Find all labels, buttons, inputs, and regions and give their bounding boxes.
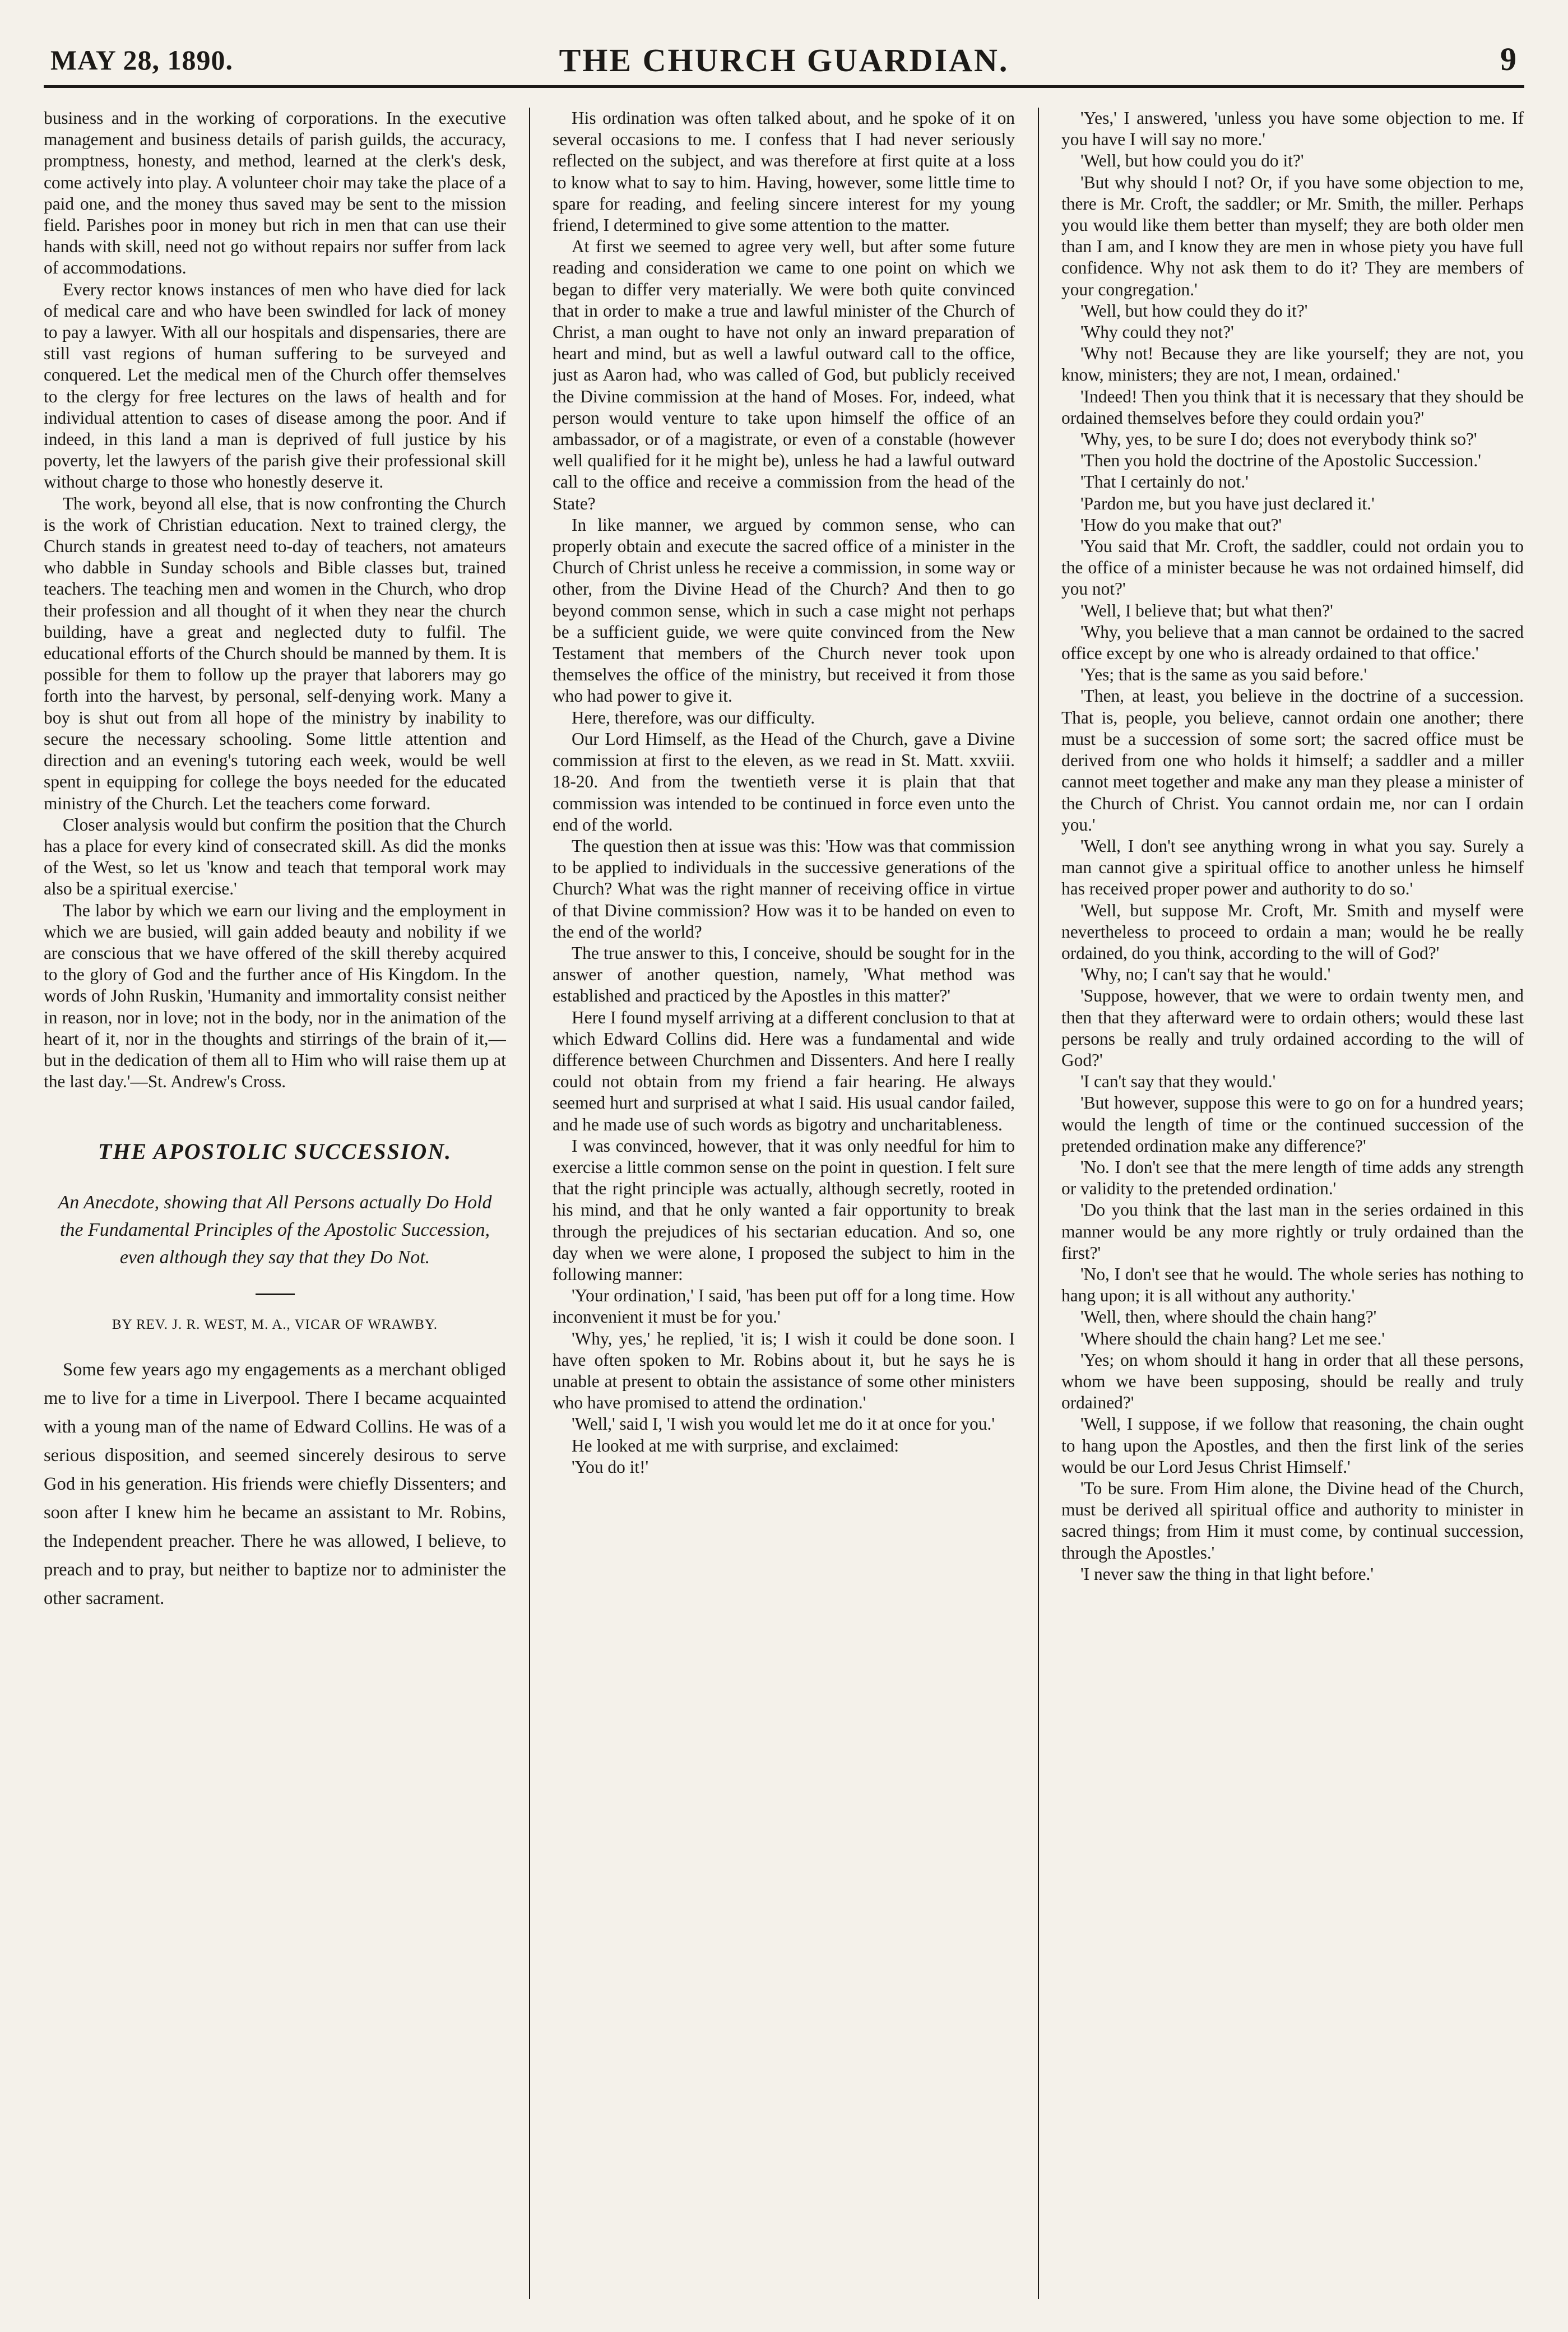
paragraph: 'Suppose, however, that we were to ordain twenty men, and then that they afterward were to ordain others; would these last persons be really and truly ordained according to the will of God?' xyxy=(1061,986,1524,1070)
column-1 xyxy=(44,108,506,2305)
paragraph: Our Lord Himself, as the Head of the Church, gave a Divine commission at first to the eleven, as we read in St. Matt. xxviii. 18-20. And from the twentieth verse it is plain that that commission was intended to be continued in force even unto the end of the world. xyxy=(553,729,1015,834)
paragraph: The question then at issue was this: 'How was that commission to be applied to individuals in the successive generations of the Church? What was the right manner of receiving office in virtue of that Divine commission? How was it to be handed on even to the end of the world? xyxy=(553,836,1015,942)
paragraph: 'How do you make that out?' xyxy=(1080,514,1282,535)
running-head xyxy=(44,24,1524,88)
paragraph: 'Well, but how could they do it?' xyxy=(1080,300,1308,321)
paragraph: 'Pardon me, but you have just declared it.' xyxy=(1080,493,1375,513)
issue-date: MAY 28, 1890. xyxy=(50,44,233,76)
paragraph: 'Do you think that the last man in the series ordained in this manner would be any more rightly or truly ordained than the first?' xyxy=(1061,1200,1524,1263)
paragraph: He looked at me with surprise, and exclaimed: xyxy=(572,1435,899,1455)
paragraph: Here, therefore, was our difficulty. xyxy=(572,707,815,727)
page-number: 9 xyxy=(1500,41,1516,77)
paragraph: 'Yes; on whom should it hang in order that all these persons, whom we have been supposing, should be really and truly ordained?' xyxy=(1061,1350,1524,1413)
column-2 xyxy=(553,108,1015,2305)
article-subtitle: An Anecdote, showing that All Persons actually Do Hold the Fundamental Principles of the Apostolic Succession, even although they say that they Do Not. xyxy=(58,1192,492,1268)
article-title: THE APOSTOLIC SUCCESSION. xyxy=(98,1139,452,1165)
paragraph: 'Well, I suppose, if we follow that reasoning, the chain ought to hang upon the Apostles, and then the first link of the series would be our Lord Jesus Christ Himself.' xyxy=(1061,1414,1524,1477)
paragraph: Closer analysis would but confirm the position that the Church has a place for every kind of consecrated skill. As did the monks of the West, so let us 'know and teach that temporal work may also be a spiritual exercise.' xyxy=(44,814,506,899)
paragraph: Here I found myself arriving at a different conclusion to that at which Edward Collins did. Here was a fundamental and wide difference between Churchmen and Dissenters. And here I really could not obtain from my friend a fair hearing. He always seemed hurt and surprised at what I said. His usual candor failed, and he made use of such words as bigotry and uncharitableness. xyxy=(553,1007,1015,1134)
paragraph: 'I never saw the thing in that light before.' xyxy=(1080,1564,1374,1584)
paragraph: 'Yes,' I answered, 'unless you have some objection to me. If you have I will say no more.' xyxy=(1061,108,1524,150)
paragraph: The true answer to this, I conceive, should be sought for in the answer of another question, namely, 'What method was established and practiced by the Apostles in this matter?' xyxy=(553,943,1015,1006)
paragraph: 'Well, I believe that; but what then?' xyxy=(1080,600,1333,620)
paragraph: 'Your ordination,' I said, 'has been put off for a long time. How inconvenient it must be for you.' xyxy=(553,1286,1015,1327)
paragraph: 'Where should the chain hang? Let me see.' xyxy=(1080,1328,1385,1348)
paragraph: 'Yes; that is the same as you said before.' xyxy=(1080,665,1367,685)
paragraph: 'Why could they not?' xyxy=(1080,322,1234,342)
paragraph: 'But however, suppose this were to go on for a hundred years; would the length of time or the continued succession of the pretended ordination make any difference?' xyxy=(1061,1093,1524,1156)
divider xyxy=(256,1294,295,1295)
paragraph: 'Why not! Because they are like yourself; they are not, you know, ministers; they are not, I mean, ordained.' xyxy=(1061,344,1524,385)
paragraph: 'Well, but suppose Mr. Croft, Mr. Smith and myself were nevertheless to proceed to ordain a man; would he be really ordained, do you think, according to the will of God?' xyxy=(1061,900,1524,963)
paragraph: I was convinced, however, that it was only needful for him to exercise a little common sense on the point in question. I felt sure that the right principle was actually, although secretly, rooted in his mind, and that he only wanted a fair opportunity to break through the prejudices of his sectarian education. And so, one day when we were alone, I proposed the subject to him in the following manner: xyxy=(553,1135,1015,1284)
paragraph: 'No. I don't see that the mere length of time adds any strength or validity to the pretended ordination.' xyxy=(1061,1157,1524,1199)
newspaper-page xyxy=(44,24,1524,2310)
paragraph: Every rector knows instances of men who have died for lack of medical care and who have been swindled for lack of money to pay a lawyer. With all our hospitals and dispensaries, there are still vast regions of human suffering to be surveyed and conquered. Let the medical men of the Church offer themselves to the clergy for free lectures on the laws of health and for individual attention to cases of disease among the poor. And if indeed, in this land a man is deprived of full justice by his poverty, let the lawyers of the parish give their professional skill without charge to those who honestly deserve it. xyxy=(44,279,506,492)
paragraph: 'I can't say that they would.' xyxy=(1080,1072,1276,1092)
paragraph: At first we seemed to agree very well, but after some future reading and consideration we came to one point on which we began to differ very materially. We were both quite convinced that in order to make a true and lawful minister of the Church of Christ, a man ought to have not only an inward preparation of heart and mind, but as well a lawful outward call to the office, just as Aaron had, who was called of God, but publicly received the Divine commission at the hand of Moses. For, indeed, what person would venture to take upon himself the office of an ambassador, or of a magistrate, or even of a constable (however well qualified for it he might be), unless he had a lawful outward call to the office and receive a commission from the head of the State? xyxy=(553,237,1015,513)
column-3 xyxy=(1061,108,1524,2305)
paragraph: 'But why should I not? Or, if you have some objection to me, there is Mr. Croft, the saddler; or Mr. Smith, the miller. Perhaps you would like them better than myself; they are both older men than I am, and I know they are men in whose piety you have full confidence. Why not ask them to do it? They are members of your congregation.' xyxy=(1061,172,1524,299)
paragraph: 'Well,' said I, 'I wish you would let me do it at once for you.' xyxy=(572,1414,995,1434)
paragraph: The labor by which we earn our living and the employment in which we are busied, will gain added beauty and nobility if we are conscious that we have offered of the skill thereby acquired to the glory of God and the further ance of His Kingdom. In the words of John Ruskin, 'Humanity and immortality consist neither in reason, nor in love; not in the body, nor in the animation of the heart of it, nor in the thoughts and stirrings of the brain of it,—but in the dedication of them all to Him who will raise them up at the last day.'—St. Andrew's Cross. xyxy=(44,900,506,1092)
paragraph: 'You do it!' xyxy=(572,1457,649,1477)
paragraph: 'That I certainly do not.' xyxy=(1080,472,1249,492)
paragraph: 'Well, but how could you do it?' xyxy=(1080,151,1304,171)
paragraph: business and in the working of corporations. In the executive management and business details of parish guilds, the accuracy, promptness, honesty, and method, learned at the clerk's desk, come actively into play. A volunteer choir may take the place of a paid one, and the money thus saved may be sent to the mission field. Parishes poor in money but rich in men that can use their hands with skill, need not go without repairs nor suffer from lack of accommodations. xyxy=(44,108,506,278)
article-byline: BY REV. J. R. WEST, M. A., VICAR OF WRAWBY. xyxy=(112,1317,438,1333)
paragraph: 'Why, yes,' he replied, 'it is; I wish it could be done soon. I have often spoken to Mr. Robins about it, but he says he is unable at present to obtain the assistance of some other ministers who have promised to attend the ordination.' xyxy=(553,1328,1015,1413)
paragraph: Some few years ago my engagements as a merchant obliged me to live for a time in Liverpool. There I became acquainted with a young man of the name of Edward Collins. He was of a serious disposition, and seemed sincerely desirous to serve God in his generation. His friends were chiefly Dissenters; and soon after I knew him he became an assistant to Mr. Robins, the Independent preacher. There he was allowed, I believe, to preach and to pray, but neither to baptize nor to administer the other sacrament. xyxy=(44,1360,506,1609)
paragraph: 'Well, then, where should the chain hang?' xyxy=(1080,1307,1377,1327)
column-rule xyxy=(529,108,530,2299)
paragraph: 'Then, at least, you believe in the doctrine of a succession. That is, people, you believe, cannot ordain one another; there must be a succession of some sort; the sacred office must be derived from one who holds it himself; a saddler and a miller cannot meet together and make any man they please a minister of the Church of Christ. You cannot ordain me, nor can I ordain you.' xyxy=(1061,686,1524,834)
paragraph: 'Why, yes, to be sure I do; does not everybody think so?' xyxy=(1080,429,1477,449)
paragraph: In like manner, we argued by common sense, who can properly obtain and execute the sacred office of a minister in the Church of Christ unless he receive a commission, in some way or other, from the Divine Head of the Church? And then to go beyond common sense, which in such a case might not perhaps be a sufficient guide, we were quite convinced from the New Testament that members of the Church never took upon themselves the office of the ministry, but received it from those who had power to give it. xyxy=(553,514,1015,706)
newspaper-title: THE CHURCH GUARDIAN. xyxy=(559,42,1009,78)
paragraph: 'To be sure. From Him alone, the Divine head of the Church, must be derived all spiritual office and authority to minister in sacred things; from Him it must come, by continual succession, through the Apostles.' xyxy=(1061,1478,1524,1563)
paragraph: 'You said that Mr. Croft, the saddler, could not ordain you to the office of a minister because he was not ordained himself, did you not?' xyxy=(1061,536,1524,599)
paragraph: 'No, I don't see that he would. The whole series has nothing to hang upon; it is all without any authority.' xyxy=(1061,1264,1524,1306)
paragraph: 'Indeed! Then you think that it is necessary that they should be ordained themselves before they could ordain you?' xyxy=(1061,386,1524,428)
paragraph: 'Why, you believe that a man cannot be ordained to the sacred office except by one who is already ordained to that office.' xyxy=(1061,622,1524,664)
paragraph: 'Then you hold the doctrine of the Apostolic Succession.' xyxy=(1080,451,1481,471)
paragraph: 'Well, I don't see anything wrong in what you say. Surely a man cannot give a spiritual office to another unless he himself has received proper power and authority to do so.' xyxy=(1061,836,1524,899)
column-rule xyxy=(1038,108,1039,2299)
paragraph: His ordination was often talked about, and he spoke of it on several occasions to me. I confess that I had never seriously reflected on the subject, and was therefore at first quite at a loss to know what to say to him. Having, however, some little time to spare for reading, and feeling sincere interest for my young friend, I determined to give some attention to the matter. xyxy=(553,108,1015,235)
paragraph: 'Why, no; I can't say that he would.' xyxy=(1080,965,1331,985)
paragraph: The work, beyond all else, that is now confronting the Church is the work of Christian education. Next to trained clergy, the Church stands in greatest need to-day of teachers, not amateurs who dabble in Sunday schools and Bible classes but, trained teachers. The teaching men and women in the Church, who drop their profession and all thought of it when they near the church building, have a great and neglected duty to fulfil. The educational efforts of the Church should be manned by them. It is possible for them to follow up the prayer that laborers may go forth into the harvest, by personal, self-denying work. Many a boy is shut out from all hope of the ministry by inability to secure the necessary schooling. Some little attention and direction and an evening's tutoring each week, would be well spent in equipping for college the boys needed for the educated ministry of the Church. Let the teachers come forward. xyxy=(44,493,506,813)
